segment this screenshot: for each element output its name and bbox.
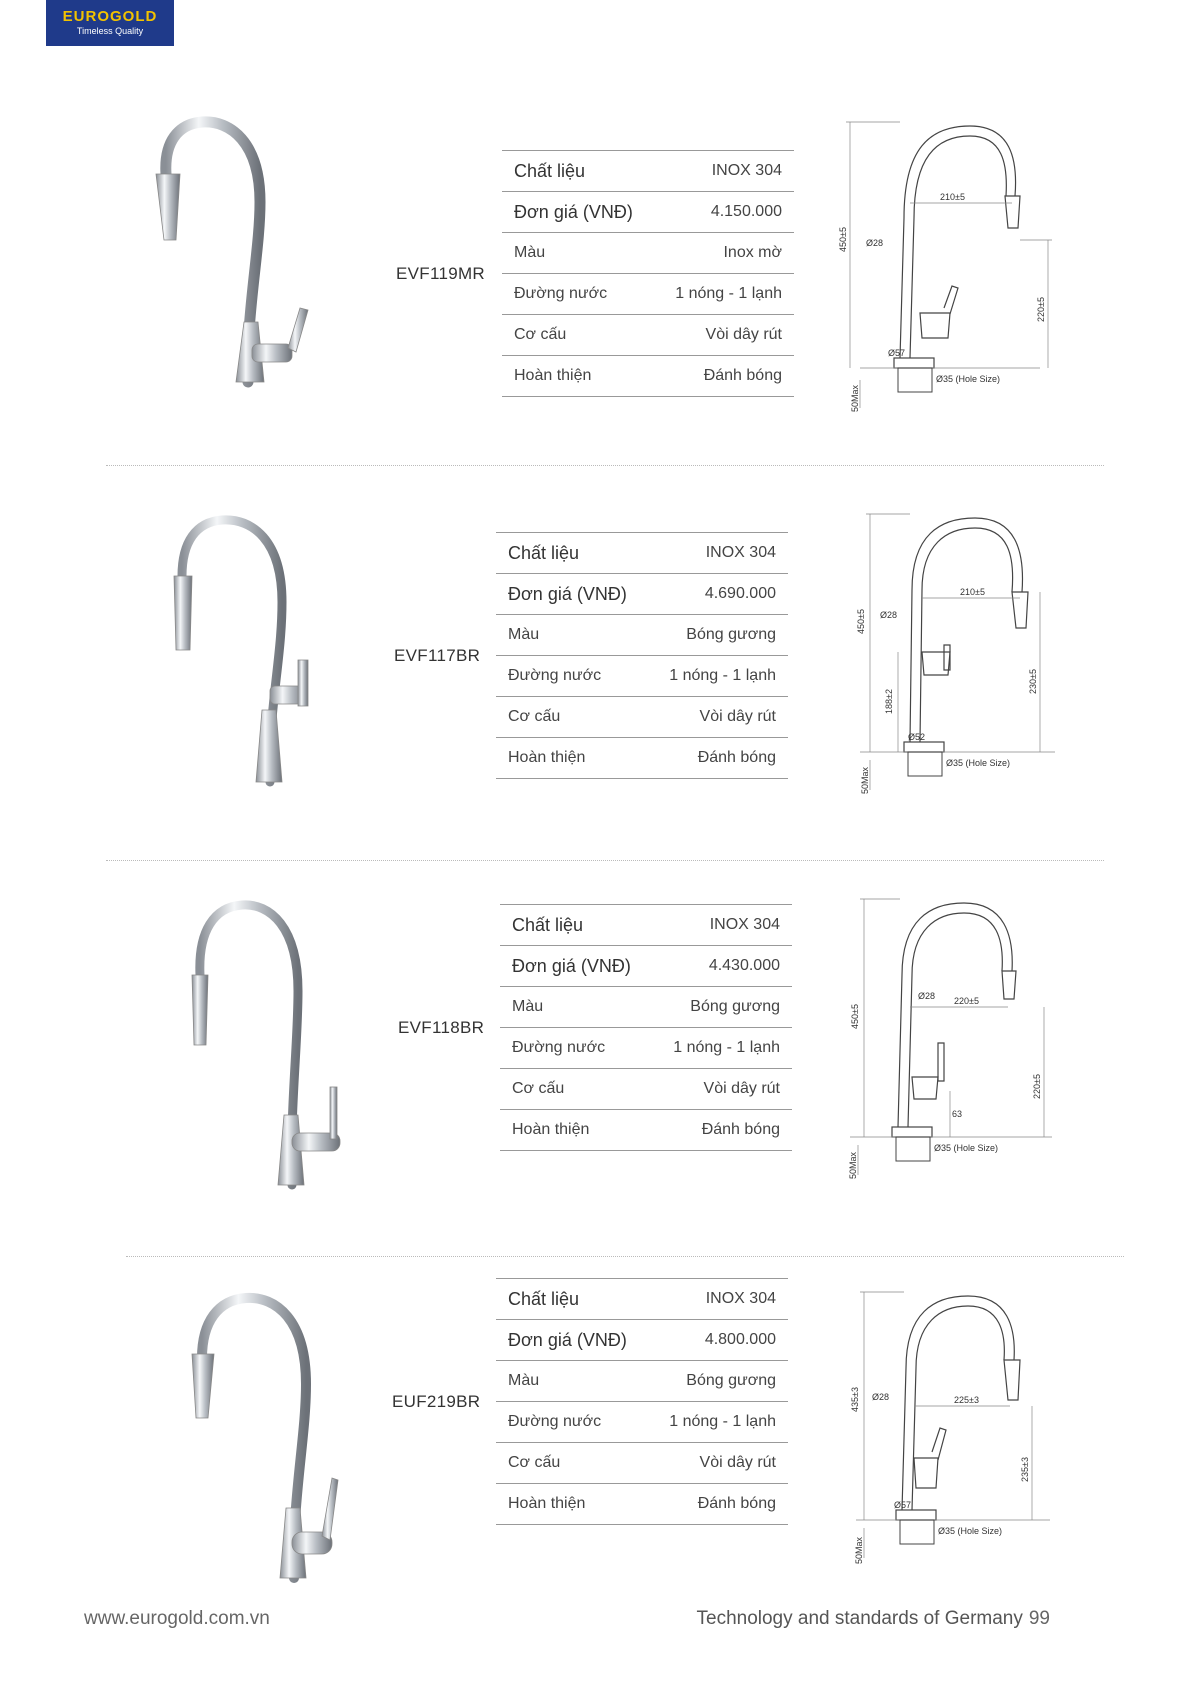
spec-row-water	[496, 656, 788, 697]
spec-label: Đường nước	[508, 667, 602, 684]
spec-value: Đánh bóng	[697, 1495, 776, 1512]
spec-row-price	[496, 1320, 788, 1361]
spec-value: 4.150.000	[710, 203, 782, 220]
spec-label: Chất liệu	[512, 914, 584, 935]
spec-value: INOX 304	[705, 1290, 776, 1307]
spec-value: Đánh bóng	[697, 749, 776, 766]
spec-label: Hoàn thiện	[512, 1121, 590, 1138]
section-divider	[126, 1256, 1124, 1257]
dim-height: 450±5	[856, 609, 866, 634]
dim-base: Ø52	[908, 732, 926, 742]
spec-label: Đơn giá (VNĐ)	[512, 955, 631, 976]
spec-label: Cơ cấu	[508, 708, 561, 725]
spec-row-color	[496, 1361, 788, 1402]
dim-body: 63	[952, 1109, 963, 1119]
dim-spout: 235±3	[1020, 1457, 1030, 1482]
dim-pipe: Ø28	[880, 610, 898, 620]
section-divider	[106, 465, 1104, 466]
dim-reach: 225±3	[954, 1395, 979, 1405]
spec-row-material	[496, 1279, 788, 1320]
spec-row-color	[500, 987, 792, 1028]
spec-value: 1 nóng - 1 lạnh	[675, 285, 782, 302]
logo-brand-text: EUROGOLD	[62, 8, 158, 25]
spec-label: Hoàn thiện	[514, 367, 592, 384]
spec-table	[500, 904, 792, 1151]
spec-value: Vòi dây rút	[699, 708, 776, 725]
spec-label: Màu	[514, 244, 546, 261]
dim-deck: 50Max	[854, 1536, 864, 1564]
dim-deck: 50Max	[848, 1151, 858, 1179]
spec-row-finish	[496, 1484, 788, 1525]
spec-row-finish	[496, 738, 788, 779]
section-divider	[106, 860, 1104, 861]
spec-value: Bóng gương	[686, 1372, 776, 1389]
spec-label: Chất liệu	[508, 542, 580, 563]
spec-value: Bóng gương	[690, 998, 780, 1015]
dim-body: 188±2	[884, 689, 894, 714]
technical-drawing	[850, 510, 1080, 800]
spec-row-mechanism	[502, 315, 794, 356]
spec-value: Vòi dây rút	[705, 326, 782, 343]
spec-label: Đơn giá (VNĐ)	[514, 201, 633, 222]
product-code: EVF119MR	[396, 264, 486, 283]
spec-value: INOX 304	[705, 544, 776, 561]
spec-label: Chất liệu	[508, 1288, 580, 1309]
dim-base: Ø57	[888, 348, 906, 358]
spec-value: INOX 304	[709, 916, 780, 933]
logo-tagline: Timeless Quality	[76, 26, 144, 36]
footer-slogan-block	[697, 1608, 1051, 1630]
spec-value: Đánh bóng	[703, 367, 782, 384]
spec-label: Màu	[512, 998, 544, 1015]
spec-label: Cơ cấu	[508, 1454, 561, 1471]
spec-label: Hoàn thiện	[508, 1495, 586, 1512]
footer-website: www.eurogold.com.vn	[84, 1608, 270, 1629]
spec-label: Đường nước	[508, 1413, 602, 1430]
dim-pipe: Ø28	[918, 991, 936, 1001]
spec-row-material	[500, 905, 792, 946]
dim-height: 450±5	[838, 227, 848, 252]
dim-deck: 50Max	[860, 766, 870, 794]
spec-label: Màu	[508, 626, 540, 643]
spec-label: Chất liệu	[514, 160, 586, 181]
spec-value: Đánh bóng	[701, 1121, 780, 1138]
dim-base: Ø57	[894, 1500, 912, 1510]
dim-hole: Ø35 (Hole Size)	[938, 1526, 1003, 1536]
dim-pipe: Ø28	[872, 1392, 890, 1402]
spec-value: 1 nóng - 1 lạnh	[669, 667, 776, 684]
product-code: EUF219BR	[392, 1392, 481, 1411]
spec-row-finish	[502, 356, 794, 397]
brand-logo	[46, 0, 174, 46]
spec-table	[502, 150, 794, 397]
spec-row-mechanism	[500, 1069, 792, 1110]
spec-table	[496, 532, 788, 779]
spec-label: Đường nước	[514, 285, 608, 302]
spec-table	[496, 1278, 788, 1525]
spec-row-finish	[500, 1110, 792, 1151]
dim-reach: 210±5	[940, 192, 965, 202]
spec-row-price	[500, 946, 792, 987]
spec-value: INOX 304	[711, 162, 782, 179]
spec-value: 1 nóng - 1 lạnh	[673, 1039, 780, 1056]
dim-hole: Ø35 (Hole Size)	[936, 374, 1001, 384]
dim-deck: 50Max	[850, 384, 860, 412]
spec-value: 4.800.000	[704, 1331, 776, 1348]
spec-value: Vòi dây rút	[703, 1080, 780, 1097]
dim-reach: 220±5	[954, 996, 979, 1006]
spec-value: Vòi dây rút	[699, 1454, 776, 1471]
technical-drawing	[842, 895, 1072, 1180]
spec-label: Đơn giá (VNĐ)	[508, 1329, 627, 1350]
spec-row-water	[500, 1028, 792, 1069]
spec-value: 4.430.000	[708, 957, 780, 974]
technical-drawing	[850, 1288, 1080, 1578]
product-code: EVF117BR	[394, 646, 481, 665]
technical-drawing	[838, 118, 1070, 412]
spec-value: Inox mờ	[723, 244, 782, 261]
spec-row-mechanism	[496, 1443, 788, 1484]
dim-spout: 230±5	[1028, 669, 1038, 694]
spec-label: Màu	[508, 1372, 540, 1389]
spec-row-color	[496, 615, 788, 656]
spec-row-price	[502, 192, 794, 233]
spec-row-material	[496, 533, 788, 574]
spec-row-water	[502, 274, 794, 315]
spec-row-mechanism	[496, 697, 788, 738]
dim-height: 450±5	[850, 1004, 860, 1029]
dim-reach: 210±5	[960, 587, 985, 597]
spec-row-color	[502, 233, 794, 274]
dim-pipe: Ø28	[866, 238, 884, 248]
spec-value: Bóng gương	[686, 626, 776, 643]
spec-label: Hoàn thiện	[508, 749, 586, 766]
spec-label: Đơn giá (VNĐ)	[508, 583, 627, 604]
spec-row-material	[502, 151, 794, 192]
product-code: EVF118BR	[398, 1018, 485, 1037]
dim-height: 435±3	[850, 1387, 860, 1412]
spec-label: Cơ cấu	[512, 1080, 565, 1097]
spec-label: Cơ cấu	[514, 326, 567, 343]
spec-label: Đường nước	[512, 1039, 606, 1056]
faucet-photo	[170, 895, 370, 1195]
spec-value: 4.690.000	[704, 585, 776, 602]
footer-slogan: Technology and standards of Germany	[696, 1608, 1023, 1629]
dim-hole: Ø35 (Hole Size)	[946, 758, 1011, 768]
dim-spout: 220±5	[1036, 297, 1046, 322]
faucet-photo	[172, 1288, 372, 1588]
dim-spout: 220±5	[1032, 1074, 1042, 1099]
spec-row-water	[496, 1402, 788, 1443]
spec-row-price	[496, 574, 788, 615]
spec-value: 1 nóng - 1 lạnh	[669, 1413, 776, 1430]
faucet-photo	[140, 112, 340, 397]
page-number: 99	[1028, 1608, 1050, 1629]
faucet-photo	[152, 510, 352, 795]
dim-hole: Ø35 (Hole Size)	[934, 1143, 999, 1153]
